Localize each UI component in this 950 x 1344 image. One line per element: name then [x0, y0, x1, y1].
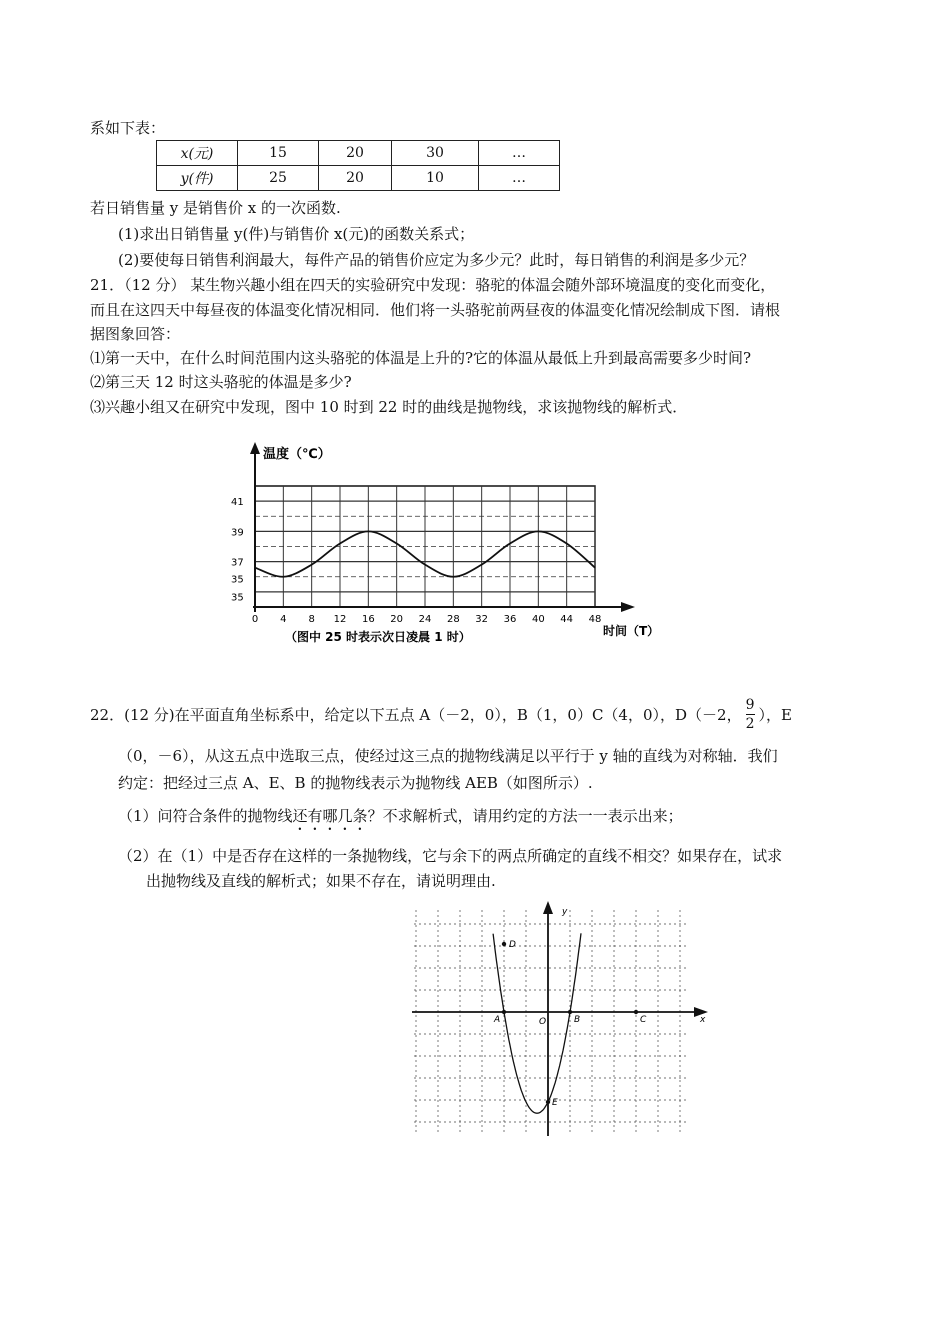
value-table — [156, 140, 560, 191]
q22-sub1-start: （1）问符合条件的抛物线 — [118, 807, 293, 825]
x-tick-label: 8 — [308, 614, 315, 625]
label-e: E — [552, 1098, 558, 1108]
table-cell: 20 — [319, 166, 392, 191]
parabola-aeb — [493, 933, 581, 1113]
point-a — [502, 1010, 506, 1014]
y-tick-label: 39 — [231, 527, 244, 539]
table-cell: 25 — [238, 166, 319, 191]
table-cell: 30 — [392, 141, 479, 166]
x-tick-label: 12 — [333, 614, 347, 625]
y-axis-arrow-icon — [250, 442, 260, 454]
x-axis-label: x — [700, 1015, 706, 1025]
table-row — [157, 166, 560, 191]
table-cell: 15 — [238, 141, 319, 166]
q22-sub1 — [118, 806, 683, 834]
point-e — [546, 1100, 550, 1104]
x-axis-arrow-icon — [621, 602, 635, 612]
label-b: B — [574, 1015, 581, 1025]
q21-line3: 据图象回答： — [90, 325, 181, 343]
table-cell: … — [479, 141, 560, 166]
y-tick-label: 35 — [231, 592, 244, 604]
q20-part2: (2)要使每日销售利润最大，每件产品的销售价应定为多少元？此时，每日销售的利润是多少元？ — [118, 251, 755, 269]
label-c: C — [640, 1015, 647, 1025]
table-row — [157, 141, 560, 166]
q22-line1 — [90, 692, 792, 736]
point-d — [502, 942, 506, 946]
q21-sub1: ⑴第一天中，在什么时间范围内这头骆驼的体温是上升的?它的体温从最低上升到最高需要多少时间? — [90, 349, 752, 367]
q22-sub2a: （2）在（1）中是否存在这样的一条抛物线，它与余下的两点所确定的直线不相交？如果存在，试求 — [118, 847, 783, 865]
x-tick-label: 0 — [251, 614, 259, 625]
y-axis-label: y — [562, 907, 568, 917]
table-cell: 10 — [392, 166, 479, 191]
y-axis-title: 温度（℃） — [263, 447, 331, 462]
q22-line2: （0，－6），从这五点中选取三点，使经过这三点的抛物线满足以平行于 y 轴的直线为对称轴．我们 — [118, 747, 778, 765]
table-cell: … — [479, 166, 560, 191]
x-tick-labels — [252, 614, 602, 625]
fraction-denominator: 2 — [745, 715, 755, 732]
label-d: D — [509, 940, 516, 950]
q22-sub1-emphasis: 还有哪几条 — [292, 807, 368, 825]
x-tick-label: 48 — [588, 614, 602, 625]
fraction-nine-halves — [746, 696, 755, 733]
label-a: A — [494, 1015, 501, 1025]
point-b — [568, 1010, 572, 1014]
origin-label: O — [539, 1017, 547, 1027]
x-tick-label: 28 — [446, 614, 460, 625]
q21-line2: 而且在这四天中每昼夜的体温变化情况相同．他们将一头骆驼前两昼夜的体温变化情况绘制成下图．请根 — [90, 301, 781, 319]
y-tick-label: 37 — [231, 557, 244, 569]
x-tick-label: 20 — [390, 614, 404, 625]
q21-sub3: ⑶兴趣小组又在研究中发现，图中 10 时到 22 时的曲线是抛物线，求该抛物线的解析式． — [90, 398, 688, 416]
y-axis-arrow-icon — [543, 901, 553, 914]
table-cell: x(元) — [157, 141, 238, 166]
q21-sub2: ⑵第三天 12 时这头骆驼的体温是多少? — [90, 373, 352, 391]
q20-statement: 若日销售量 y 是销售价 x 的一次函数. — [90, 199, 341, 217]
y-tick-label: 35 — [231, 574, 244, 586]
x-tick-label: 24 — [418, 614, 432, 625]
coordinate-grid — [414, 910, 688, 1134]
x-tick-label: 16 — [361, 614, 375, 625]
fraction-numerator: 9 — [745, 696, 755, 713]
q22-line1-text: 22．(12 分)在平面直角坐标系中，给定以下五点 A（－2，0），B（1，0）C（4，0），D（－2， — [90, 705, 742, 724]
x-tick-label: 44 — [560, 614, 574, 625]
x-tick-label: 36 — [503, 614, 517, 625]
q22-line1-tail: ），E — [758, 705, 792, 724]
q22-sub1-end: ？不求解析式，请用约定的方法一一表示出来； — [367, 807, 683, 825]
x-tick-label: 4 — [280, 614, 287, 625]
intro-text: 系如下表： — [90, 119, 166, 137]
q22-line3: 约定：把经过三点 A、E、B 的抛物线表示为抛物线 AEB（如图所示）. — [118, 774, 593, 792]
chart-caption: （图中 25 时表示次日凌晨 1 时） — [285, 630, 471, 644]
q22-sub2b: 出抛物线及直线的解析式；如果不存在，请说明理由. — [146, 872, 496, 890]
y-tick-labels — [231, 497, 244, 603]
temperature-chart — [225, 436, 660, 646]
x-tick-label: 32 — [475, 614, 489, 625]
point-c — [634, 1010, 638, 1014]
q20-part1: (1)求出日销售量 y(件)与销售价 x(元)的函数关系式； — [118, 225, 475, 243]
table-cell: y(件) — [157, 166, 238, 191]
x-tick-label: 40 — [531, 614, 545, 625]
y-tick-label: 41 — [231, 497, 244, 509]
parabola-chart — [408, 898, 718, 1140]
table-cell: 20 — [319, 141, 392, 166]
chart-grid — [255, 486, 595, 607]
q21-line1: 21．（12 分） 某生物兴趣小组在四天的实验研究中发现：骆驼的体温会随外部环境温度的变化而变化， — [90, 276, 776, 294]
x-axis-title: 时间（T） — [603, 624, 660, 638]
